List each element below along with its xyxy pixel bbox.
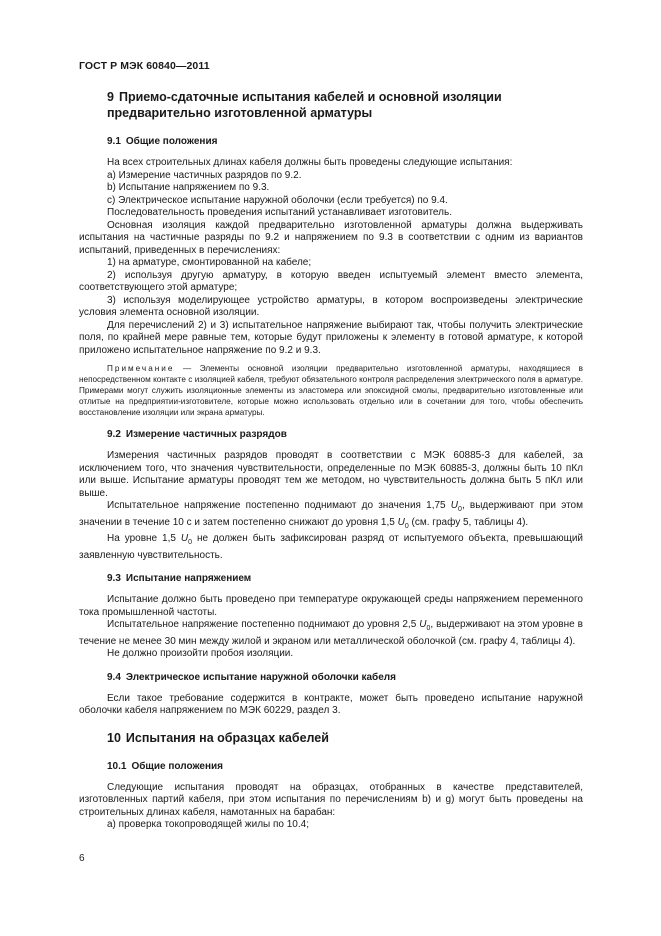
running-header: ГОСТ Р МЭК 60840—2011 — [79, 60, 210, 72]
subsection-title: Общие положения — [125, 136, 218, 147]
paragraph: Основная изоляция каждой предварительно изготовленной арматуры должна выдерживать испытания на частичные разряды по 9.2 и напряжением по 9.3 в соответствии с одним из вариантов испытаний, приведенных в перечислениях: — [79, 219, 583, 256]
subsection-title: Электрическое испытание наружной оболочки кабеля — [125, 671, 396, 683]
subsection-number: 10.1 — [107, 760, 127, 772]
paragraph — [79, 533, 583, 562]
list-item: а) проверка токопроводящей жилы по 10.4; — [107, 819, 309, 830]
list-item: а) Измерение частичных разрядов по 9.2. — [107, 169, 302, 181]
voltage-symbol: U — [419, 619, 427, 630]
paragraph: Последовательность проведения испытаний устанавливает изготовитель. — [107, 207, 452, 218]
subsection-title: Испытание напряжением — [125, 573, 252, 584]
text-run: На уровне 1,5 — [107, 533, 181, 544]
paragraph: Не должно произойти пробоя изоляции. — [107, 648, 294, 659]
paragraph: Для перечислений 2) и 3) испытательное напряжение выбирают так, чтобы получить электрические поля, по крайней мере равные тем, которые будут приложены к элементу в готовой арматуре, к которой приложено испытательное напряжение по 9.2 и 9.3. — [79, 319, 583, 356]
list-item: 1) на арматуре, смонтированной на кабеле; — [107, 257, 312, 268]
subsection-10-1-heading — [107, 760, 583, 773]
page-content — [79, 89, 583, 832]
text-run: (см. графу 5, таблицы 4). — [408, 516, 529, 528]
paragraph: Если такое требование содержится в контракте, может быть проведено испытание наружной оболочки кабеля напряжением по МЭК 60229, раздел 3. — [79, 692, 583, 716]
text-run: не должен быть зафиксирован разряд от испытуемого объекта, превышающий заявленную чувствительность. — [79, 533, 583, 561]
section-title: Испытания на образцах кабелей — [125, 730, 329, 745]
voltage-symbol: U — [397, 516, 405, 528]
note-text: — Элементы основной изоляции предварительно изготовленной арматуры, находящиеся в непосредственном контакте с изоляцией кабеля, требуют обязательного контроля распределения электрического поля в арматуре. Примерами могут служить изоляционные элементы из эластомера или эпоксидной смолы, предварительно изготовленные или отлитые на предприятии-изготовителе, которые можно использовать отдельно или в сочетании для того, чтобы обеспечить восстановление изоляции или экрана арматуры. — [79, 364, 583, 417]
list-item: c) Электрическое испытание наружной оболочки (если требуется) по 9.4. — [107, 194, 448, 206]
subsection-number: 9.4 — [107, 671, 121, 683]
voltage-subscript: 0 — [188, 539, 193, 546]
text-run: , выдерживают при этом значении в течение 10 с и затем постепенно снижают до уровня 1,5 — [79, 500, 583, 528]
paragraph — [79, 500, 583, 533]
text-run: Испытательное напряжение постепенно поднимают до уровня 2,5 — [107, 619, 420, 630]
paragraph: Следующие испытания проводят на образцах, отобранных в качестве представителей, изготовленных партий кабеля, при этом испытания по перечислениям b) и g) могут быть проведены на строительных длинах кабеля, намотанных на барабан: — [79, 781, 583, 818]
subsection-9-4-heading — [107, 671, 583, 684]
subsection-9-2-heading — [107, 428, 583, 441]
voltage-symbol: U — [180, 533, 189, 544]
subsection-9-3-heading — [107, 572, 583, 585]
subsection-number: 9.1 — [107, 136, 121, 147]
section-number: 9 — [107, 90, 114, 104]
list-item: b) Испытание напряжением по 9.3. — [107, 182, 270, 193]
section-title: Приемо-сдаточные испытания кабелей и основной изоляции предварительно изготовленной арматуры — [107, 90, 502, 120]
subsection-title: Измерение частичных разрядов — [125, 429, 287, 440]
section-10-heading — [107, 730, 583, 746]
subsection-number: 9.2 — [107, 429, 121, 440]
voltage-subscript: 0 — [404, 522, 409, 530]
subsection-title: Общие положения — [131, 760, 223, 772]
voltage-symbol: U — [450, 500, 459, 511]
page-number: 6 — [79, 853, 85, 864]
note-label: Примечание — [107, 364, 175, 373]
subsection-9-1-heading — [107, 135, 583, 148]
text-run: Испытательное напряжение постепенно поднимают до значения 1,75 — [107, 500, 451, 511]
voltage-subscript: 0 — [458, 506, 462, 513]
paragraph — [79, 619, 583, 648]
paragraph: Испытание должно быть проведено при температуре окружающей среды напряжением переменного тока промышленной частоты. — [79, 594, 583, 618]
voltage-subscript: 0 — [426, 625, 431, 632]
list-item: 3) используя моделирующее устройство арматуры, в котором воспроизведены электрические условия элемента основной изоляции. — [79, 294, 583, 318]
paragraph: Измерения частичных разрядов проводят в соответствии с МЭК 60885-3 для кабелей, за исключением того, что значения чувствительности, определенные по МЭК 60885-3, должны быть 10 пКл или выше. Испытание арматуры проводят тем же методом, но чувствительность должна быть 5 пКл или выше. — [79, 450, 583, 499]
list-item: 2) используя другую арматуру, в которую введен испытуемый элемент вместо элемента, соответствующего этой арматуре; — [79, 269, 583, 293]
text-run: , выдерживают на этом уровне в течение не менее 30 мин между жилой и экраном или металлической оболочкой (см. графу 4, таблицы 4). — [79, 619, 583, 647]
note — [79, 363, 583, 418]
paragraph: На всех строительных длинах кабеля должны быть проведены следующие испытания: — [107, 157, 513, 168]
subsection-number: 9.3 — [107, 573, 121, 584]
section-9-heading — [107, 89, 583, 121]
section-number: 10 — [107, 730, 121, 745]
